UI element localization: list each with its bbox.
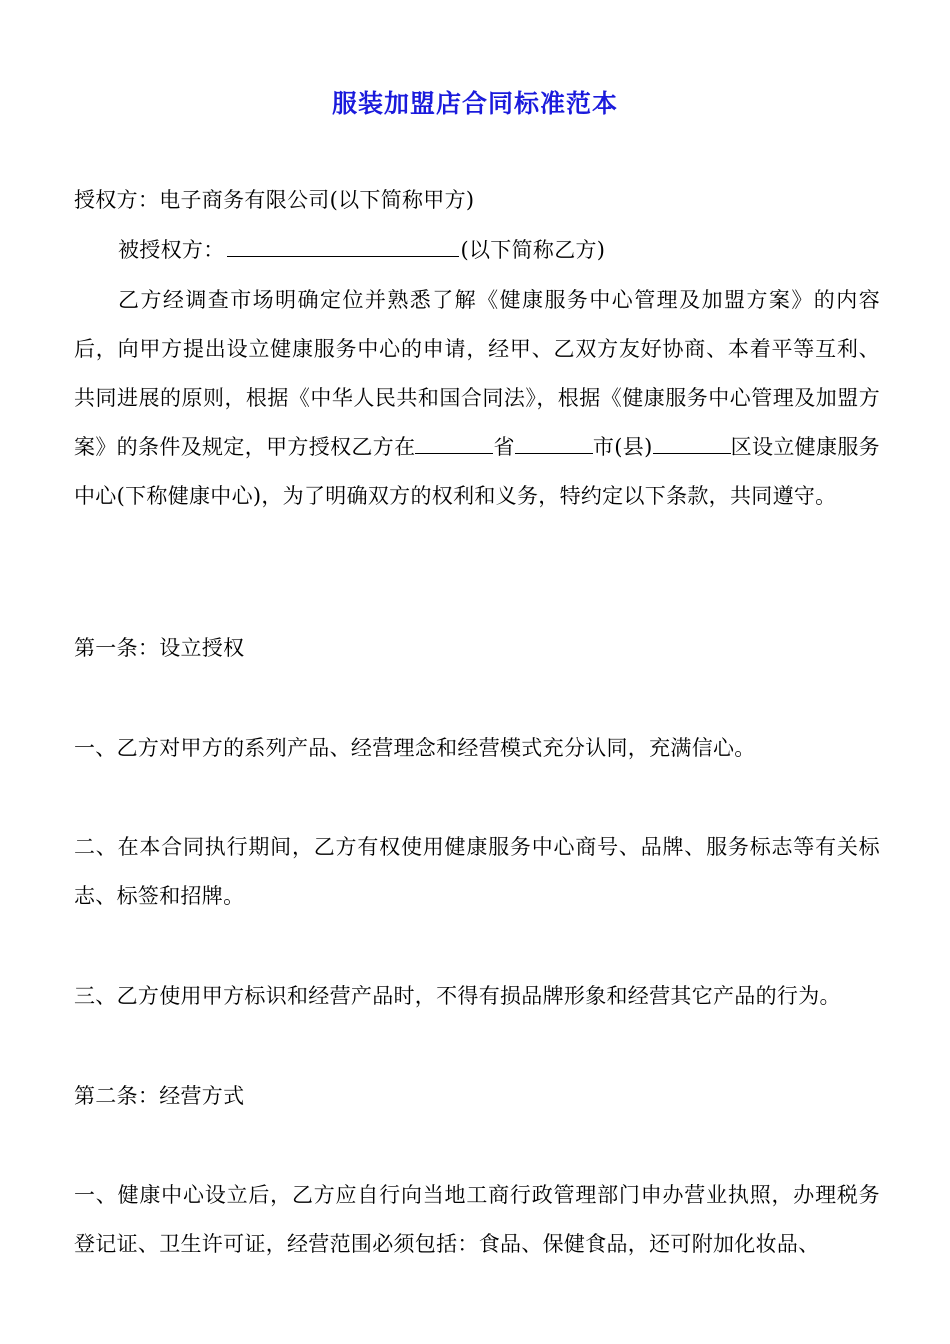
article1-item3: 三、乙方使用甲方标识和经营产品时，不得有损品牌形象和经营其它产品的行为。 bbox=[74, 984, 841, 1008]
intro-paragraph bbox=[74, 276, 880, 521]
article1-item1: 一、乙方对甲方的系列产品、经营理念和经营模式充分认同，充满信心。 bbox=[74, 736, 756, 760]
authorizer-line: 授权方：电子商务有限公司(以下简称甲方) bbox=[74, 188, 475, 212]
province-blank bbox=[415, 423, 493, 454]
article2-heading: 第二条：经营方式 bbox=[74, 1084, 245, 1108]
intro-city: 市(县) bbox=[592, 435, 653, 459]
district-blank bbox=[653, 423, 731, 454]
intro-province: 省 bbox=[493, 435, 515, 459]
document-title: 服装加盟店合同标准范本 bbox=[331, 89, 618, 118]
authorizee-blank bbox=[227, 226, 459, 257]
authorizee-label: 被授权方： bbox=[118, 238, 225, 262]
article1-heading: 第一条：设立授权 bbox=[74, 636, 245, 660]
article1-item2: 二、在本合同执行期间，乙方有权使用健康服务中心商号、品牌、服务标志等有关标志、标签和招牌。 bbox=[74, 835, 880, 908]
authorizee-suffix: (以下简称乙方) bbox=[460, 238, 606, 262]
article2-item1: 一、健康中心设立后，乙方应自行向当地工商行政管理部门申办营业执照，办理税务登记证、卫生许可证，经营范围必须包括：食品、保健食品，还可附加化妆品、 bbox=[74, 1183, 880, 1256]
intro-text: 乙方经调查市场明确定位并熟悉了解《健康服务中心管理及加盟方案》的内容后，向甲方提出设立健康服务中心的申请，经甲、乙双方友好协商、本着平等互利、共同进展的原则，根据《中华人民共和国合同法》，根据《健康服务中心管理及加盟方案》的条件及规定，甲方授权乙方在 bbox=[74, 288, 880, 459]
authorizee-line bbox=[74, 226, 880, 275]
city-blank bbox=[515, 423, 593, 454]
intro-district: 区设立健康服务中心(下称健康中心)，为了明确双方的权利和义务，特约定以下条款，共同遵守。 bbox=[74, 435, 880, 508]
